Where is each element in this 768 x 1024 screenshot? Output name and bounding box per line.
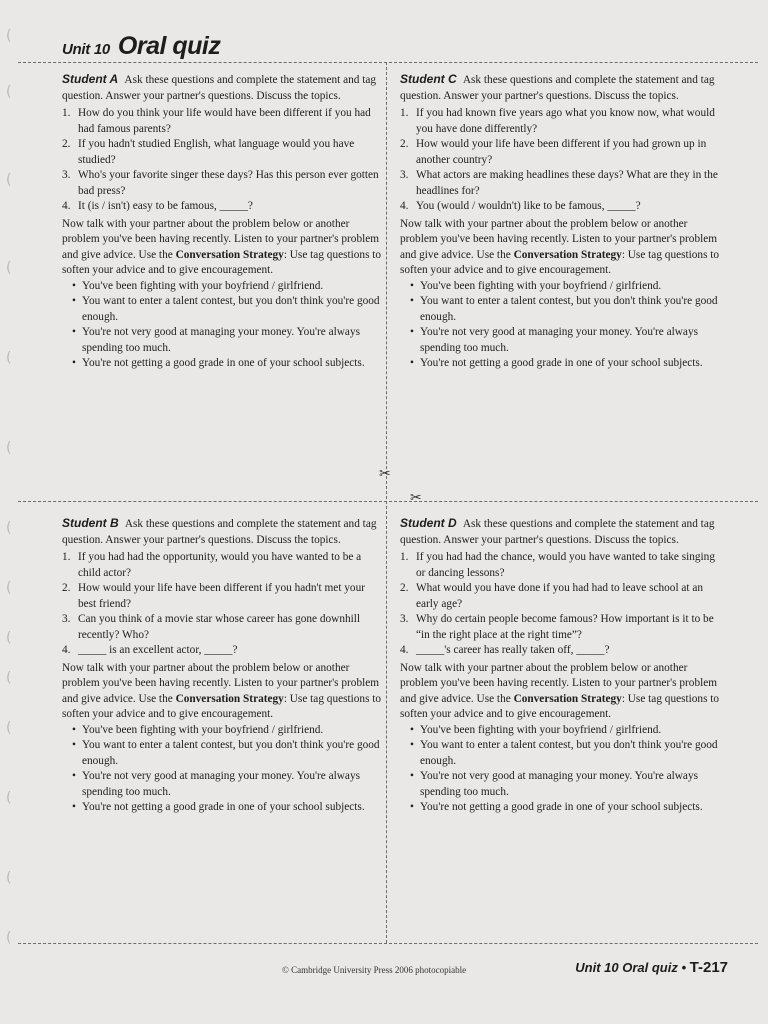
question-item	[400, 199, 722, 215]
question-text: Why do certain people become famous? How important is it to be “in the right place at the right time”?	[416, 613, 714, 641]
question-text: What would you have done if you had had to leave school at an early age?	[416, 582, 704, 610]
question-number: 3.	[62, 613, 71, 625]
question-text: Can you think of a movie star whose career has gone downhill recently? Who?	[78, 613, 361, 641]
question-number: 4.	[62, 200, 71, 212]
student-b-card	[62, 516, 384, 816]
question-item	[400, 106, 722, 137]
question-text: _____'s career has really taken off, _____?	[416, 644, 610, 656]
question-number: 2.	[62, 582, 71, 594]
question-text: If you hadn't studied English, what language would you have studied?	[78, 138, 355, 166]
conversation-instructions	[62, 661, 384, 723]
question-number: 1.	[62, 551, 71, 563]
question-text: If you had had the opportunity, would you have wanted to be a child actor?	[78, 551, 362, 579]
problem-item: • You're not very good at managing your money. You're always spending too much.	[72, 325, 384, 356]
footer-unit-label: Unit 10 Oral quiz •	[575, 960, 690, 975]
talk-text: : Use tag questions to soften your advice and to give encouragement.	[62, 692, 382, 720]
question-list	[62, 106, 384, 215]
problem-list	[400, 723, 722, 816]
question-text: Who's your favorite singer these days? Has this person ever gotten bad press?	[78, 169, 379, 197]
student-label: Student A	[62, 72, 119, 86]
question-item	[62, 168, 384, 199]
question-number: 4.	[400, 200, 409, 212]
talk-text: Now talk with your partner about the problem below or another problem you've been having recently. Listen to your partner's problem and give advice. Use the	[62, 661, 380, 705]
problem-item: • You want to enter a talent contest, but you don't think you're good enough.	[72, 294, 384, 325]
page-footer	[575, 959, 728, 976]
copyright-notice: © Cambridge University Press 2006 photocopiable	[282, 965, 467, 975]
problem-item: • You want to enter a talent contest, but you don't think you're good enough.	[72, 738, 384, 769]
unit-label: Unit 10	[62, 41, 110, 58]
question-number: 3.	[400, 613, 409, 625]
strategy-label: Conversation Strategy	[513, 248, 622, 261]
student-a-card	[62, 72, 384, 372]
problem-item: • You want to enter a talent contest, but you don't think you're good enough.	[410, 738, 722, 769]
problem-item: • You've been fighting with your boyfriend / girlfriend.	[410, 723, 722, 739]
problem-item: • You're not very good at managing your money. You're always spending too much.	[410, 769, 722, 800]
instructions: Ask these questions and complete the statement and tag question. Answer your partner's questions. Discuss the topics.	[62, 74, 377, 102]
question-text: What actors are making headlines these days? What are they in the headlines for?	[416, 169, 718, 197]
question-text: You (would / wouldn't) like to be famous, _____?	[416, 200, 641, 212]
page-number: T-217	[689, 959, 728, 976]
question-number: 4.	[62, 644, 71, 656]
question-item	[400, 581, 722, 612]
question-text: How would your life have been different if you had grown up in another country?	[416, 138, 707, 166]
question-number: 2.	[400, 582, 409, 594]
vertical-cut-line	[386, 62, 387, 943]
talk-text: Now talk with your partner about the problem below or another problem you've been having recently. Listen to your partner's problem and give advice. Use the	[400, 217, 718, 261]
question-number: 2.	[62, 138, 71, 150]
question-number: 1.	[62, 107, 71, 119]
question-item	[400, 137, 722, 168]
bottom-cut-line	[18, 943, 758, 944]
question-text: How would your life have been different if you hadn't met your best friend?	[78, 582, 365, 610]
question-number: 1.	[400, 107, 409, 119]
question-text: _____ is an excellent actor, _____?	[78, 644, 238, 656]
problem-item: • You want to enter a talent contest, but you don't think you're good enough.	[410, 294, 722, 325]
question-item	[62, 199, 384, 215]
problem-item: • You're not getting a good grade in one of your school subjects.	[72, 356, 384, 372]
instructions: Ask these questions and complete the statement and tag question. Answer your partner's questions. Discuss the topics.	[400, 518, 715, 546]
scissors-icon: ✂	[410, 490, 422, 506]
talk-text: Now talk with your partner about the problem below or another problem you've been having recently. Listen to your partner's problem and give advice. Use the	[62, 217, 380, 261]
conversation-instructions	[400, 217, 722, 279]
conversation-instructions	[62, 217, 384, 279]
strategy-label: Conversation Strategy	[513, 692, 622, 705]
talk-text: : Use tag questions to soften your advice and to give encouragement.	[400, 248, 720, 276]
page-header	[62, 32, 220, 61]
question-text: If you had had the chance, would you have wanted to take singing or dancing lessons?	[416, 551, 715, 579]
question-number: 3.	[62, 169, 71, 181]
strategy-label: Conversation Strategy	[175, 692, 284, 705]
student-label: Student D	[400, 516, 457, 530]
question-item	[62, 612, 384, 643]
question-item	[62, 581, 384, 612]
question-item	[400, 168, 722, 199]
talk-text: : Use tag questions to soften your advice and to give encouragement.	[62, 248, 382, 276]
student-label: Student C	[400, 72, 457, 86]
problem-list	[62, 279, 384, 372]
conversation-instructions	[400, 661, 722, 723]
question-item	[400, 643, 722, 659]
problem-item: • You're not getting a good grade in one of your school subjects.	[410, 800, 722, 816]
question-item	[62, 550, 384, 581]
binder-hole-marks: ( ( ( ( ( ( ( ( ( ( ( ( ( (	[6, 28, 12, 946]
talk-text: : Use tag questions to soften your advice and to give encouragement.	[400, 692, 720, 720]
question-item	[62, 106, 384, 137]
student-d-card	[400, 516, 722, 816]
question-list	[400, 106, 722, 215]
problem-item: • You're not getting a good grade in one of your school subjects.	[72, 800, 384, 816]
question-text: It (is / isn't) easy to be famous, _____?	[78, 200, 253, 212]
talk-text: Now talk with your partner about the problem below or another problem you've been having recently. Listen to your partner's problem and give advice. Use the	[400, 661, 718, 705]
question-list	[62, 550, 384, 659]
problem-item: • You've been fighting with your boyfriend / girlfriend.	[410, 279, 722, 295]
problem-item: • You've been fighting with your boyfriend / girlfriend.	[72, 279, 384, 295]
page-title: Oral quiz	[117, 32, 221, 60]
problem-list	[400, 279, 722, 372]
problem-item: • You're not getting a good grade in one of your school subjects.	[410, 356, 722, 372]
student-label: Student B	[62, 516, 119, 530]
instructions: Ask these questions and complete the statement and tag question. Answer your partner's questions. Discuss the topics.	[62, 518, 377, 546]
question-item	[400, 612, 722, 643]
question-number: 1.	[400, 551, 409, 563]
strategy-label: Conversation Strategy	[175, 248, 284, 261]
question-number: 4.	[400, 644, 409, 656]
question-item	[400, 550, 722, 581]
question-list	[400, 550, 722, 659]
scissors-icon: ✂	[379, 466, 391, 482]
top-cut-line	[18, 62, 758, 63]
problem-item: • You've been fighting with your boyfriend / girlfriend.	[72, 723, 384, 739]
question-number: 3.	[400, 169, 409, 181]
question-text: If you had known five years ago what you know now, what would you have done differently?	[416, 107, 715, 135]
middle-cut-line	[18, 501, 758, 502]
question-item	[62, 137, 384, 168]
question-item	[62, 643, 384, 659]
question-number: 2.	[400, 138, 409, 150]
problem-item: • You're not very good at managing your money. You're always spending too much.	[410, 325, 722, 356]
problem-list	[62, 723, 384, 816]
student-c-card	[400, 72, 722, 372]
instructions: Ask these questions and complete the statement and tag question. Answer your partner's questions. Discuss the topics.	[400, 74, 715, 102]
question-text: How do you think your life would have been different if you had had famous parents?	[78, 107, 371, 135]
problem-item: • You're not very good at managing your money. You're always spending too much.	[72, 769, 384, 800]
